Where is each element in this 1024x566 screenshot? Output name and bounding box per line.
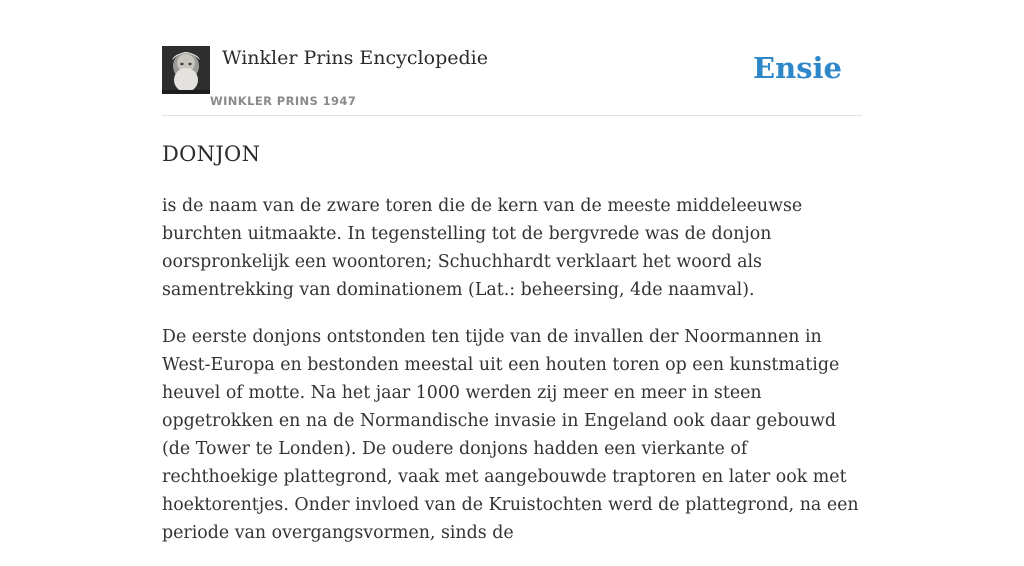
source-subtitle: WINKLER PRINS 1947 — [210, 94, 357, 108]
brand-logo-link[interactable]: Ensie — [753, 51, 842, 85]
article-paragraph: De eerste donjons ontstonden ten tijde van de invallen der Noormannen in West-Europa en bestonden meestal uit een houten toren op een kunstmatige heuvel of motte. Na het jaar 1000 werden zij meer en meer in steen opgetrokken en na de Normandische invasie in Engeland ook daar gebouwd (de Tower te Londen). De oudere donjons hadden een vierkante of rechthoekige plattegrond, vaak met aangebouwde traptoren en later ook met hoektorentjes. Onder invloed van de Kruistochten werd de plattegrond, na een periode van overgangsvormen, sinds de — [162, 327, 859, 543]
author-avatar[interactable] — [162, 46, 210, 94]
source-title[interactable]: Winkler Prins Encyclopedie — [222, 47, 488, 69]
page-title: DONJON — [162, 142, 261, 166]
page-container — [162, 0, 862, 543]
article-paragraph: is de naam van de zware toren die de kern van de meeste middeleeuwse burchten uitmaakte. In tegenstelling tot de bergvrede was de donjon oorspronkelijk een woontoren; Schuchhardt verklaart het woord als samentrekking van dominationem (Lat.: beheersing, 4de naamval). — [162, 196, 803, 300]
article-body — [162, 192, 862, 566]
portrait-image — [162, 46, 210, 94]
page-header — [162, 0, 862, 116]
